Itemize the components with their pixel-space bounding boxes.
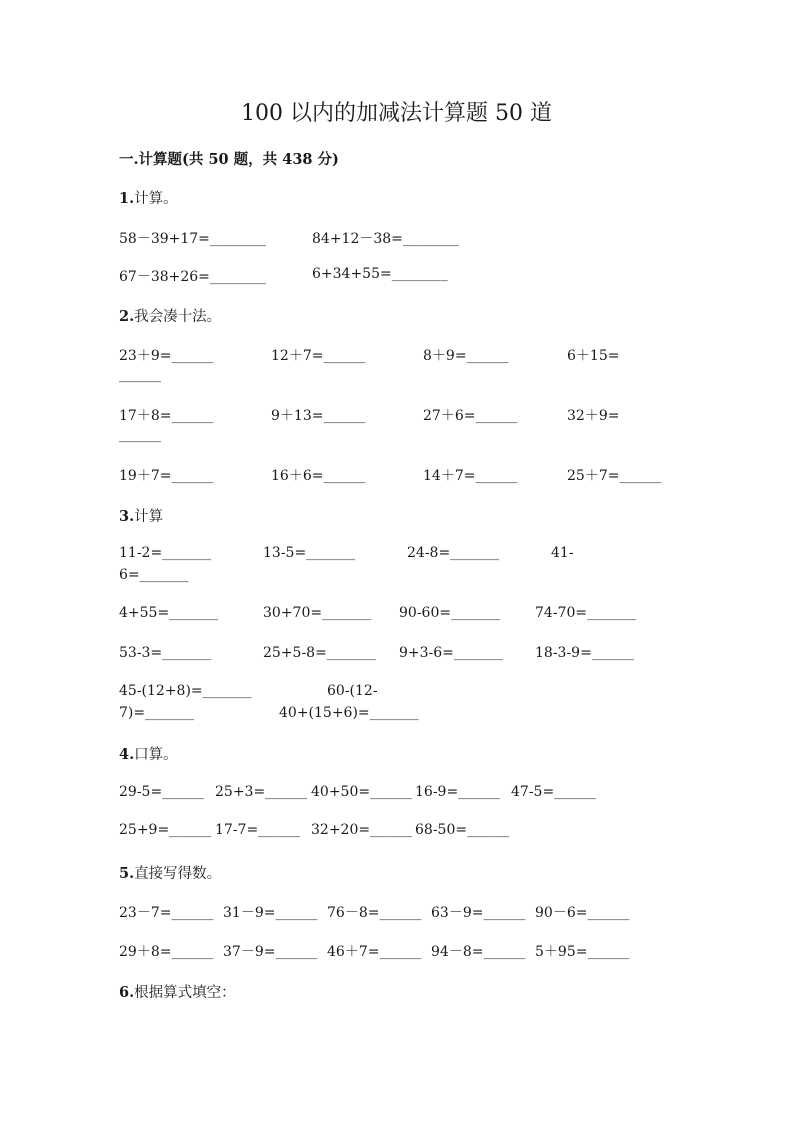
equation: 17-7=______ xyxy=(215,822,301,838)
question-number: 4. xyxy=(119,746,135,763)
equation: 31－9=______ xyxy=(223,905,318,921)
equation: 76－8=______ xyxy=(327,905,422,921)
question-text: 口算。 xyxy=(134,747,178,763)
equation: 23＋9=______ xyxy=(119,348,214,364)
equation-continued: ______ xyxy=(119,367,161,383)
equation: 30+70=_______ xyxy=(263,605,372,621)
equation: 94－8=______ xyxy=(431,944,526,960)
equation: 45-(12+8)=_______ xyxy=(119,683,252,699)
question-text: 根据算式填空： xyxy=(134,985,236,1001)
equation: 40+(15+6)=_______ xyxy=(279,705,419,721)
equation: 14＋7=______ xyxy=(423,468,518,484)
question-number: 6. xyxy=(119,984,135,1001)
equation: 74-70=_______ xyxy=(535,605,637,621)
equation-continued: ______ xyxy=(119,427,161,443)
question-1-heading xyxy=(119,187,178,208)
question-text: 计算 xyxy=(134,509,164,525)
equation: 25+9=______ xyxy=(119,822,212,838)
question-number: 3. xyxy=(119,508,135,525)
equation: 17＋8=______ xyxy=(119,408,214,424)
equation: 8＋9=______ xyxy=(423,348,509,364)
equation: 60-(12- xyxy=(327,683,378,699)
equation: 41- xyxy=(551,545,574,561)
question-5-heading xyxy=(119,862,221,883)
equation: 19＋7=______ xyxy=(119,468,214,484)
equation: 25+3=______ xyxy=(215,784,308,800)
equation: 90－6=______ xyxy=(535,905,630,921)
section-heading: 一.计算题(共 50 题，共 438 分) xyxy=(119,151,339,168)
equation: 68-50=______ xyxy=(415,822,510,838)
equation-continued: 7)=_______ xyxy=(119,705,195,721)
equation: 12＋7=______ xyxy=(271,348,366,364)
equation: 58－39+17=________ xyxy=(119,231,266,247)
equation: 47-5=______ xyxy=(511,784,597,800)
equation: 4+55=_______ xyxy=(119,605,219,621)
equation: 13-5=_______ xyxy=(263,545,356,561)
equation: 29-5=______ xyxy=(119,784,205,800)
equation: 16-9=______ xyxy=(415,784,501,800)
equation: 32+20=______ xyxy=(311,822,413,838)
equation: 40+50=______ xyxy=(311,784,413,800)
equation: 29＋8=______ xyxy=(119,944,214,960)
equation: 24-8=_______ xyxy=(407,545,500,561)
equation: 6+34+55=________ xyxy=(312,266,448,282)
equation-continued: 6=_______ xyxy=(119,567,189,583)
equation: 25＋7=______ xyxy=(567,468,662,484)
equation: 84+12－38=________ xyxy=(312,231,459,247)
question-text: 计算。 xyxy=(134,191,178,207)
equation: 32＋9= xyxy=(567,408,620,424)
question-6-heading xyxy=(119,981,236,1002)
question-number: 2. xyxy=(119,308,135,325)
question-2-heading xyxy=(119,305,221,326)
question-4-heading xyxy=(119,743,178,764)
equation: 5＋95=______ xyxy=(535,944,630,960)
equation: 11-2=_______ xyxy=(119,545,212,561)
equation: 25+5-8=_______ xyxy=(263,645,376,661)
equation: 6＋15= xyxy=(567,348,620,364)
question-number: 1. xyxy=(119,190,135,207)
question-3-heading xyxy=(119,505,163,526)
equation: 46＋7=______ xyxy=(327,944,422,960)
equation: 37－9=______ xyxy=(223,944,318,960)
equation: 18-3-9=______ xyxy=(535,645,634,661)
equation: 23－7=______ xyxy=(119,905,214,921)
question-text: 直接写得数。 xyxy=(134,866,222,882)
page-title: 100 以内的加减法计算题 50 道 xyxy=(241,101,552,126)
equation: 90-60=_______ xyxy=(399,605,501,621)
equation: 67－38+26=________ xyxy=(119,269,266,285)
equation: 27＋6=______ xyxy=(423,408,518,424)
question-number: 5. xyxy=(119,865,135,882)
question-text: 我会凑十法。 xyxy=(134,309,222,325)
equation: 16＋6=______ xyxy=(271,468,366,484)
equation: 63－9=______ xyxy=(431,905,526,921)
equation: 53-3=_______ xyxy=(119,645,212,661)
equation: 9+3-6=_______ xyxy=(399,645,503,661)
equation: 9＋13=______ xyxy=(271,408,366,424)
